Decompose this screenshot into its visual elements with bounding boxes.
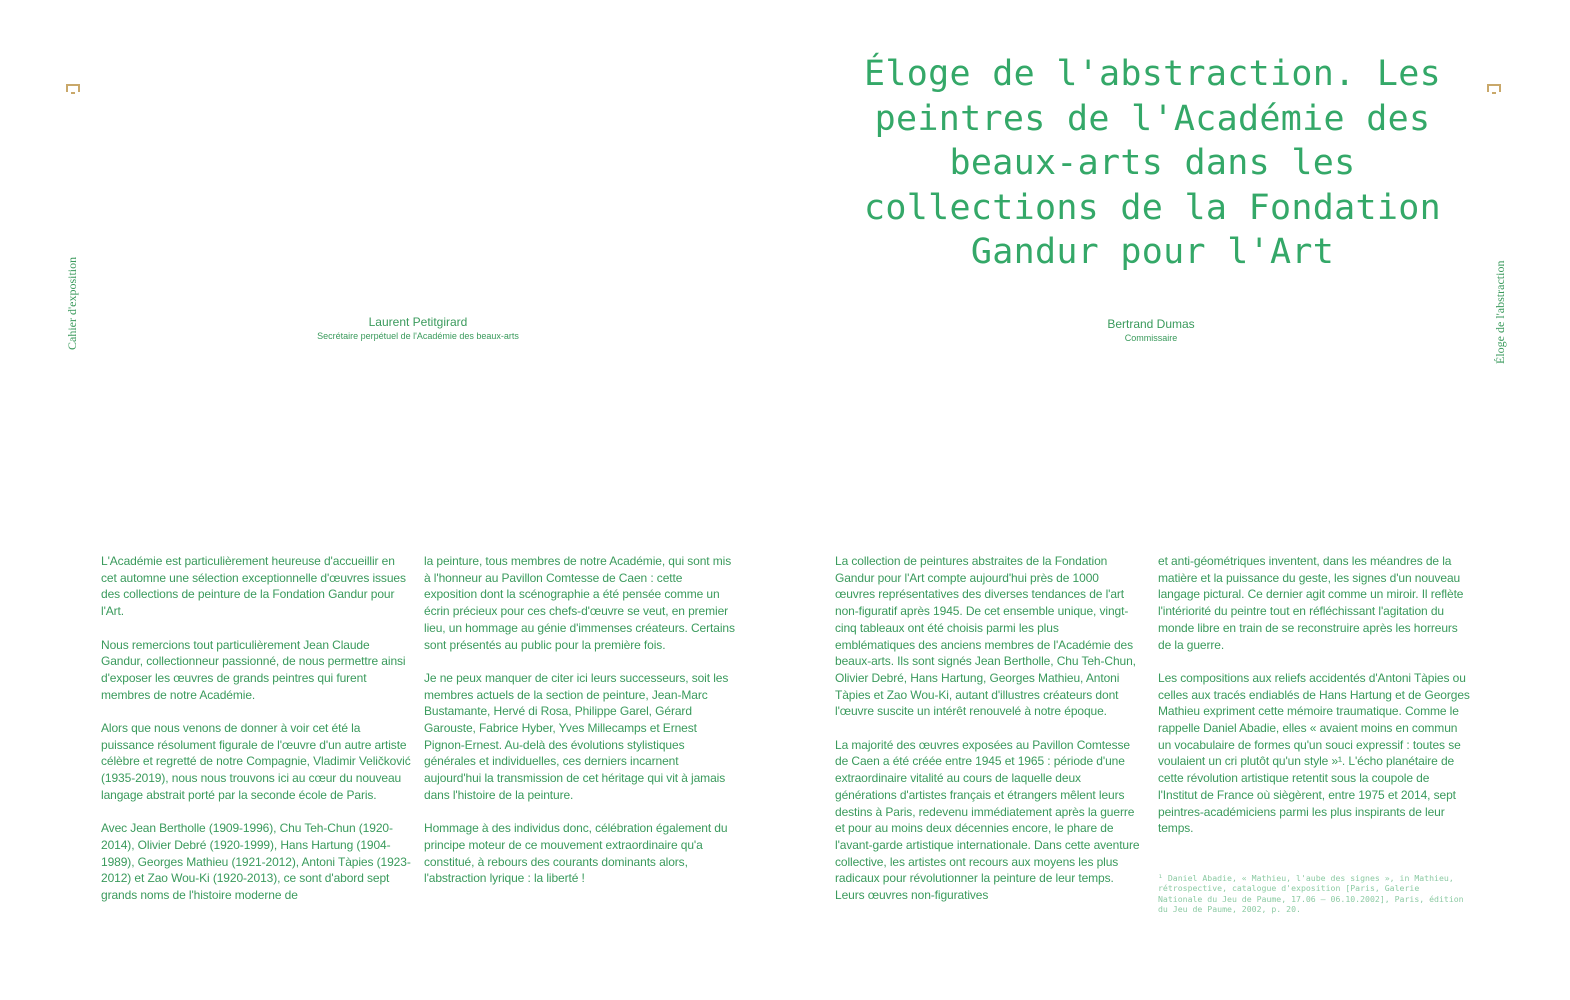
paragraph: La collection de peintures abstraites de la Fondation Gandur pour l'Art compte aujourd'hui près de 1000 œuvres représentatives des diverses tendances de l'art non-figuratif après 1945. De cet ensemble unique, vingt-cinq tableaux ont été choisis parmi les plus emblématiques des anciens membres de l'Académie des beaux-arts. Ils sont signés Jean Bertholle, Chu Teh-Chun, Olivier Debré, Hans Hartung, Georges Mathieu, Antoni Tàpies et Zao Wou-Ki, autant d'illustres créateurs dont l'œuvre suscite un intérêt renouvelé à notre époque. [835,554,1136,719]
right-author-role: Commissaire [1124,333,1178,343]
left-author-name: Laurent Petitgirard [368,315,468,329]
right-sidebar-label: Éloge de l'abstraction [1493,260,1507,364]
left-column-2 [424,553,736,904]
right-column-1 [835,553,1141,920]
left-author-byline [268,314,568,342]
paragraph: et anti-géométriques inventent, dans les méandres de la matière et la puissance du geste, les signes d'un nouveau langage pictural. Ce dernier agit comme un miroir. Il reflète l'intériorité du peintre tout en réfléchissant l'agitation du monde libre en train de se reconstruire après les horreurs de la guerre. [1158,554,1464,652]
paragraph: Nous remercions tout particulièrement Jean Claude Gandur, collectionneur passionné, de nous permettre ainsi d'exposer les œuvres de grands peintres qui furent membres de notre Académie. [101,637,406,702]
left-corner-mark [66,84,80,92]
footnote: ¹ Daniel Abadie, « Mathieu, l'aube des signes », in Mathieu, rétrospective, catalogue d'exposition [Paris, Galerie Nationale du Jeu de Paume, 17.06 – 06.10.2002], Paris, édition du Jeu de Paume, 2002, p. 20. [1158,873,1464,915]
paragraph: Avec Jean Bertholle (1909-1996), Chu Teh-Chun (1920-2014), Olivier Debré (1920-1999), Hans Hartung (1904-1989), Georges Mathieu (1921-2012), Antoni Tàpies (1923-2012) et Zao Wou-Ki (1920-2013), ce sont d'abord sept grands noms de l'histoire moderne de [101,821,411,903]
right-corner-mark [1487,84,1501,92]
left-column-1 [101,553,411,920]
paragraph: Les compositions aux reliefs accidentés d'Antoni Tàpies ou celles aux tracés endiablés de Hans Hartung et de Georges Mathieu expriment cette mémoire traumatique. Comme le rappelle Daniel Abadie, elles « avaient moins en commun un vocabulaire de formes qu'un souci expressif : toutes se voulaient un cri plutôt qu'un style »¹. L'écho planétaire de cette révolution artistique retentit sous la coupole de l'Institut de France où siègèrent, entre 1975 et 2014, sept peintres-académiciens parmi les plus inspirants de leur temps. [1158,670,1470,836]
paragraph: L'Académie est particulièrement heureuse d'accueillir en cet automne une sélection exceptionnelle d'œuvres issues des collections de peinture de la Fondation Gandur pour l'Art. [101,554,406,619]
page-title: Éloge de l'abstraction. Les peintres de l'Académie des beaux-arts dans les collections de la Fondation Gandur pour l'Art [863,54,1442,272]
right-author-byline [1001,316,1301,344]
right-author-name: Bertrand Dumas [1107,317,1195,331]
paragraph: Alors que nous venons de donner à voir cet été la puissance résolument figurale de l'œuvre d'un autre artiste célèbre et regretté de notre Compagnie, Vladimir Veličković (1935-2019), nous nous trouvons ici au cœur du nouveau langage abstrait porté par la seconde école de Paris. [101,721,411,802]
paragraph: Je ne peux manquer de citer ici leurs successeurs, soit les membres actuels de la section de peinture, Jean-Marc Bustamante, Hervé di Rosa, Philippe Garel, Gérard Garouste, Fabrice Hyber, Yves Millecamps et Ernest Pignon-Ernest. Au-delà des évolutions stylistiques générales et individuelles, ces derniers incarnent aujourd'hui la transmission de cet héritage qui vit à jamais dans l'histoire de la peinture. [424,670,729,802]
right-column-2 [1158,553,1470,854]
left-author-role: Secrétaire perpétuel de l'Académie des beaux-arts [317,331,519,341]
left-sidebar-label: Cahier d'exposition [65,256,79,350]
paragraph: La majorité des œuvres exposées au Pavillon Comtesse de Caen a été créée entre 1945 et 1965 : période d'une extraordinaire vitalité au cours de laquelle deux générations d'artistes français et étrangers mêlent leurs destins à Paris, redevenu immédiatement après la guerre et pour au moins deux décennies encore, le phare de l'avant-garde artistique internationale. Dans cette aventure collective, les artistes ont recours aux moyens les plus radicaux pour révolutionner la peinture de leur temps. Leurs œuvres non-figuratives [835,737,1140,903]
paragraph: Hommage à des individus donc, célébration également du principe moteur de ce mouvement extraordinaire qu'a constitué, à rebours des courants dominants alors, l'abstraction lyrique : la liberté ! [424,821,728,886]
paragraph: la peinture, tous membres de notre Académie, qui sont mis à l'honneur au Pavillon Comtesse de Caen : cette exposition dont la scénographie a été pensée comme un écrin précieux pour ces chefs-d'œuvre se veut, en premier lieu, un hommage au génie d'immenses créateurs. Certains sont présentés au public pour la première fois. [424,554,735,652]
